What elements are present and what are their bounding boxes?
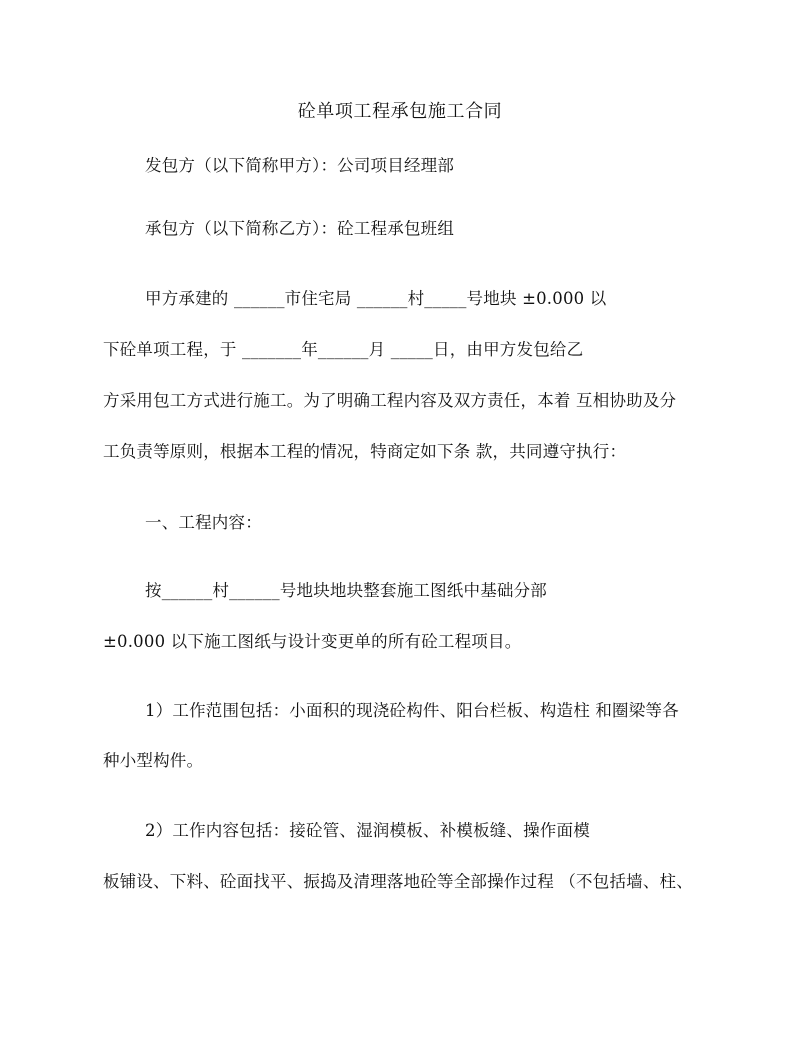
item-2-line-2: 板铺设、下料、砼面找平、振捣及清理落地砼等全部操作过程 （不包括墙、柱、 xyxy=(103,872,693,891)
item-1-line-1: 1）工作范围包括：小面积的现浇砼构件、阳台栏板、构造柱 和圈梁等各 xyxy=(145,701,679,720)
item-1-line-2: 种小型构件。 xyxy=(103,751,204,770)
intro-line-4: 工负责等原则，根据本工程的情况，特商定如下条 款，共同遵守执行： xyxy=(103,442,627,461)
section-1-heading: 一、工程内容： xyxy=(145,513,262,532)
document-title: 砼单项工程承包施工合同 xyxy=(297,101,503,122)
item-2-line-1: 2）工作内容包括：接砼管、湿润模板、补模板缝、操作面模 xyxy=(145,821,590,840)
intro-line-3: 方采用包工方式进行施工。为了明确工程内容及双方责任，本着 互相协助及分 xyxy=(103,391,677,410)
section-1-line-2: ±0.000 以下施工图纸与设计变更单的所有砼工程项目。 xyxy=(103,632,522,651)
party-a-line: 发包方（以下简称甲方）：公司项目经理部 xyxy=(145,156,455,175)
party-b-line: 承包方（以下简称乙方）：砼工程承包班组 xyxy=(145,219,455,238)
intro-line-2: 下砼单项工程，于 _______年______月 _____日，由甲方发包给乙 xyxy=(103,340,584,359)
section-1-line-1: 按______村______号地块地块整套施工图纸中基础分部 xyxy=(145,581,547,600)
intro-line-1: 甲方承建的 ______市住宅局 ______村_____号地块 ±0.000 以 xyxy=(145,289,607,308)
